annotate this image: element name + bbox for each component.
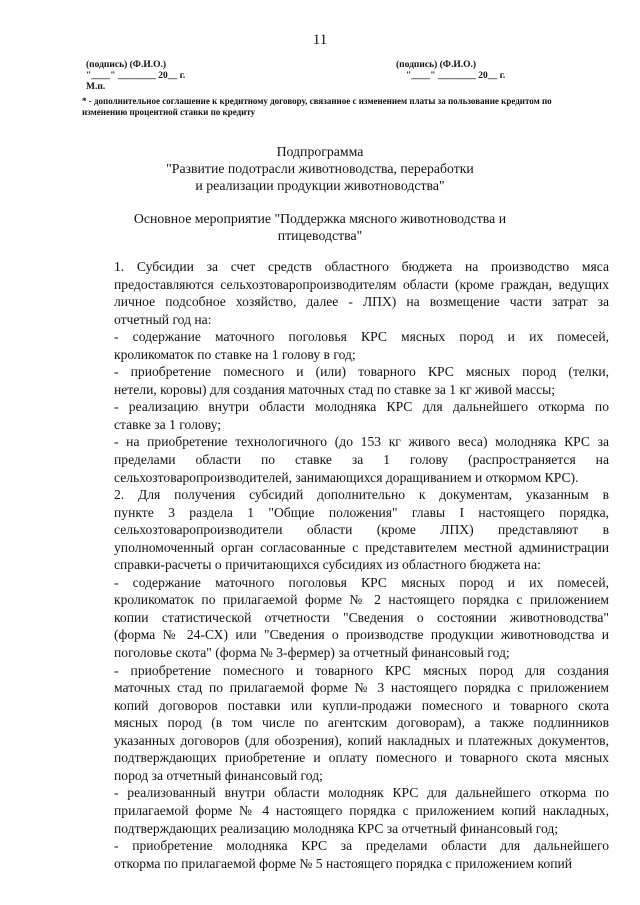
text-line: ставке за 1 голову; <box>114 416 222 432</box>
paragraph <box>86 574 609 662</box>
text-line: справки-расчеты о причитающихся субсидиях из областного бюджета на: <box>114 557 541 573</box>
text-line: отчетный год на: <box>114 311 212 327</box>
footnote: * - дополнительное соглашение к кредитному договору, связанное с изменением платы за пользование кредитом по изменению процентной ставки по кредиту <box>82 96 552 117</box>
stamp-label: М.п. <box>86 82 106 92</box>
signature-date: "____" ________ 20__ г. <box>86 71 186 81</box>
text-line: прилагаемой форме № 4 настоящего порядка с приложением копий накладных, <box>114 802 609 818</box>
subprogram-name-line: и реализации продукции животноводства" <box>195 178 445 193</box>
text-line: копий договоров поставки или купли-продажи помесного и товарного скота <box>114 697 609 713</box>
signature-labels: (подпись) (Ф.И.О.) <box>396 60 477 70</box>
text-line: копии статистической отчетности "Сведения о состоянии животноводства" <box>114 609 609 625</box>
text-line: кроликоматок по ставке на 1 голову в год; <box>114 346 356 362</box>
text-line: кроликоматок по прилагаемой форме № 2 настоящего порядка с приложением <box>114 592 609 608</box>
text-line: предоставляются сельхозтоваропроизводителям области (кроме граждан, ведущих <box>114 276 609 292</box>
paragraph <box>86 784 609 837</box>
paragraph <box>86 662 609 785</box>
text-line: - реализацию внутри области молодняка КРС для дальнейшего откорма по <box>114 399 609 415</box>
text-line: подтверждающих приобретение и оплату помесного и товарного скота мясных <box>114 750 609 766</box>
paragraph <box>86 433 609 486</box>
text-line: откорма по прилагаемой форме № 5 настоящего порядка с приложением копий <box>114 855 573 871</box>
measure-title-line: птицеводства" <box>277 228 363 243</box>
text-line: - приобретение молодняка КРС за пределами области для дальнейшего <box>114 838 609 854</box>
signature-labels: (подпись) (Ф.И.О.) <box>86 60 167 70</box>
paragraph <box>86 258 609 328</box>
text-line: сельхозтоваропроизводителей, занимающихся доращиванием и откормом КРС). <box>114 469 579 485</box>
paragraph <box>86 398 609 433</box>
signature-date: "____" ________ 20__ г. <box>406 71 506 81</box>
text-line: нетели, коровы) для создания маточных стад по ставке за 1 кг живой массы; <box>114 381 556 397</box>
document-body <box>86 258 609 872</box>
text-line: - реализованный внутри области молодняк КРС для дальнейшего откорма по <box>114 785 609 801</box>
text-line: - содержание маточного поголовья КРС мясных пород и их помесей, <box>114 329 609 345</box>
subprogram-title: Подпрограмма <box>276 144 364 159</box>
text-line: уполномоченный орган согласованные с представителем местной администрации <box>114 539 609 555</box>
signature-block-right <box>396 60 505 82</box>
paragraph <box>86 363 609 398</box>
text-line: - приобретение помесного и (или) товарного КРС мясных пород (телки, <box>114 364 609 380</box>
text-line: - содержание маточного поголовья КРС мясных пород и их помесей, <box>114 574 609 590</box>
text-line: маточных стад по прилагаемой форме № 3 настоящего порядка с приложением <box>114 680 609 696</box>
text-line: (форма № 24-СХ) или "Сведения о производстве продукции животноводства и <box>114 627 609 643</box>
text-line: пункте 3 раздела 1 "Общие положения" главы I настоящего порядка, <box>114 504 609 520</box>
text-line: - на приобретение технологичного (до 153 кг живого веса) молодняка КРС за <box>114 434 609 450</box>
page-number: 11 <box>312 32 328 48</box>
paragraph <box>86 328 609 363</box>
text-line: мясных пород (в том числе по агентским договорам), а также подлинников <box>114 715 609 731</box>
subprogram-name-line: "Развитие подотрасли животноводства, переработки <box>166 161 474 176</box>
text-line: подтверждающих реализацию молодняка КРС за отчетный финансовый год; <box>114 820 559 836</box>
measure-title-line: Основное мероприятие "Поддержка мясного животноводства и <box>133 211 507 226</box>
text-line: личное подсобное хозяйство, далее - ЛПХ) на возмещение части затрат за <box>114 294 609 310</box>
text-line: пределами области по ставке за 1 голову (распространяется на <box>114 452 609 468</box>
signature-block-left <box>86 60 185 93</box>
text-line: поголовье скота" (форма № 3-фермер) за отчетный финансовый год; <box>114 645 510 661</box>
text-line: - приобретение помесного и товарного КРС мясных пород для создания <box>114 662 609 678</box>
text-line: пород за отчетный финансовый год; <box>114 767 323 783</box>
paragraph <box>86 486 609 574</box>
text-line: 2. Для получения субсидий дополнительно к документам, указанным в <box>114 487 609 503</box>
text-line: сельхозтоваропроизводители области (кроме ЛПХ) представляют в <box>114 522 609 538</box>
paragraph <box>86 837 609 872</box>
text-line: 1. Субсидии за счет средств областного бюджета на производство мяса <box>114 259 609 274</box>
text-line: указанных договоров (для обозрения), копий накладных и платежных документов, <box>114 732 609 748</box>
